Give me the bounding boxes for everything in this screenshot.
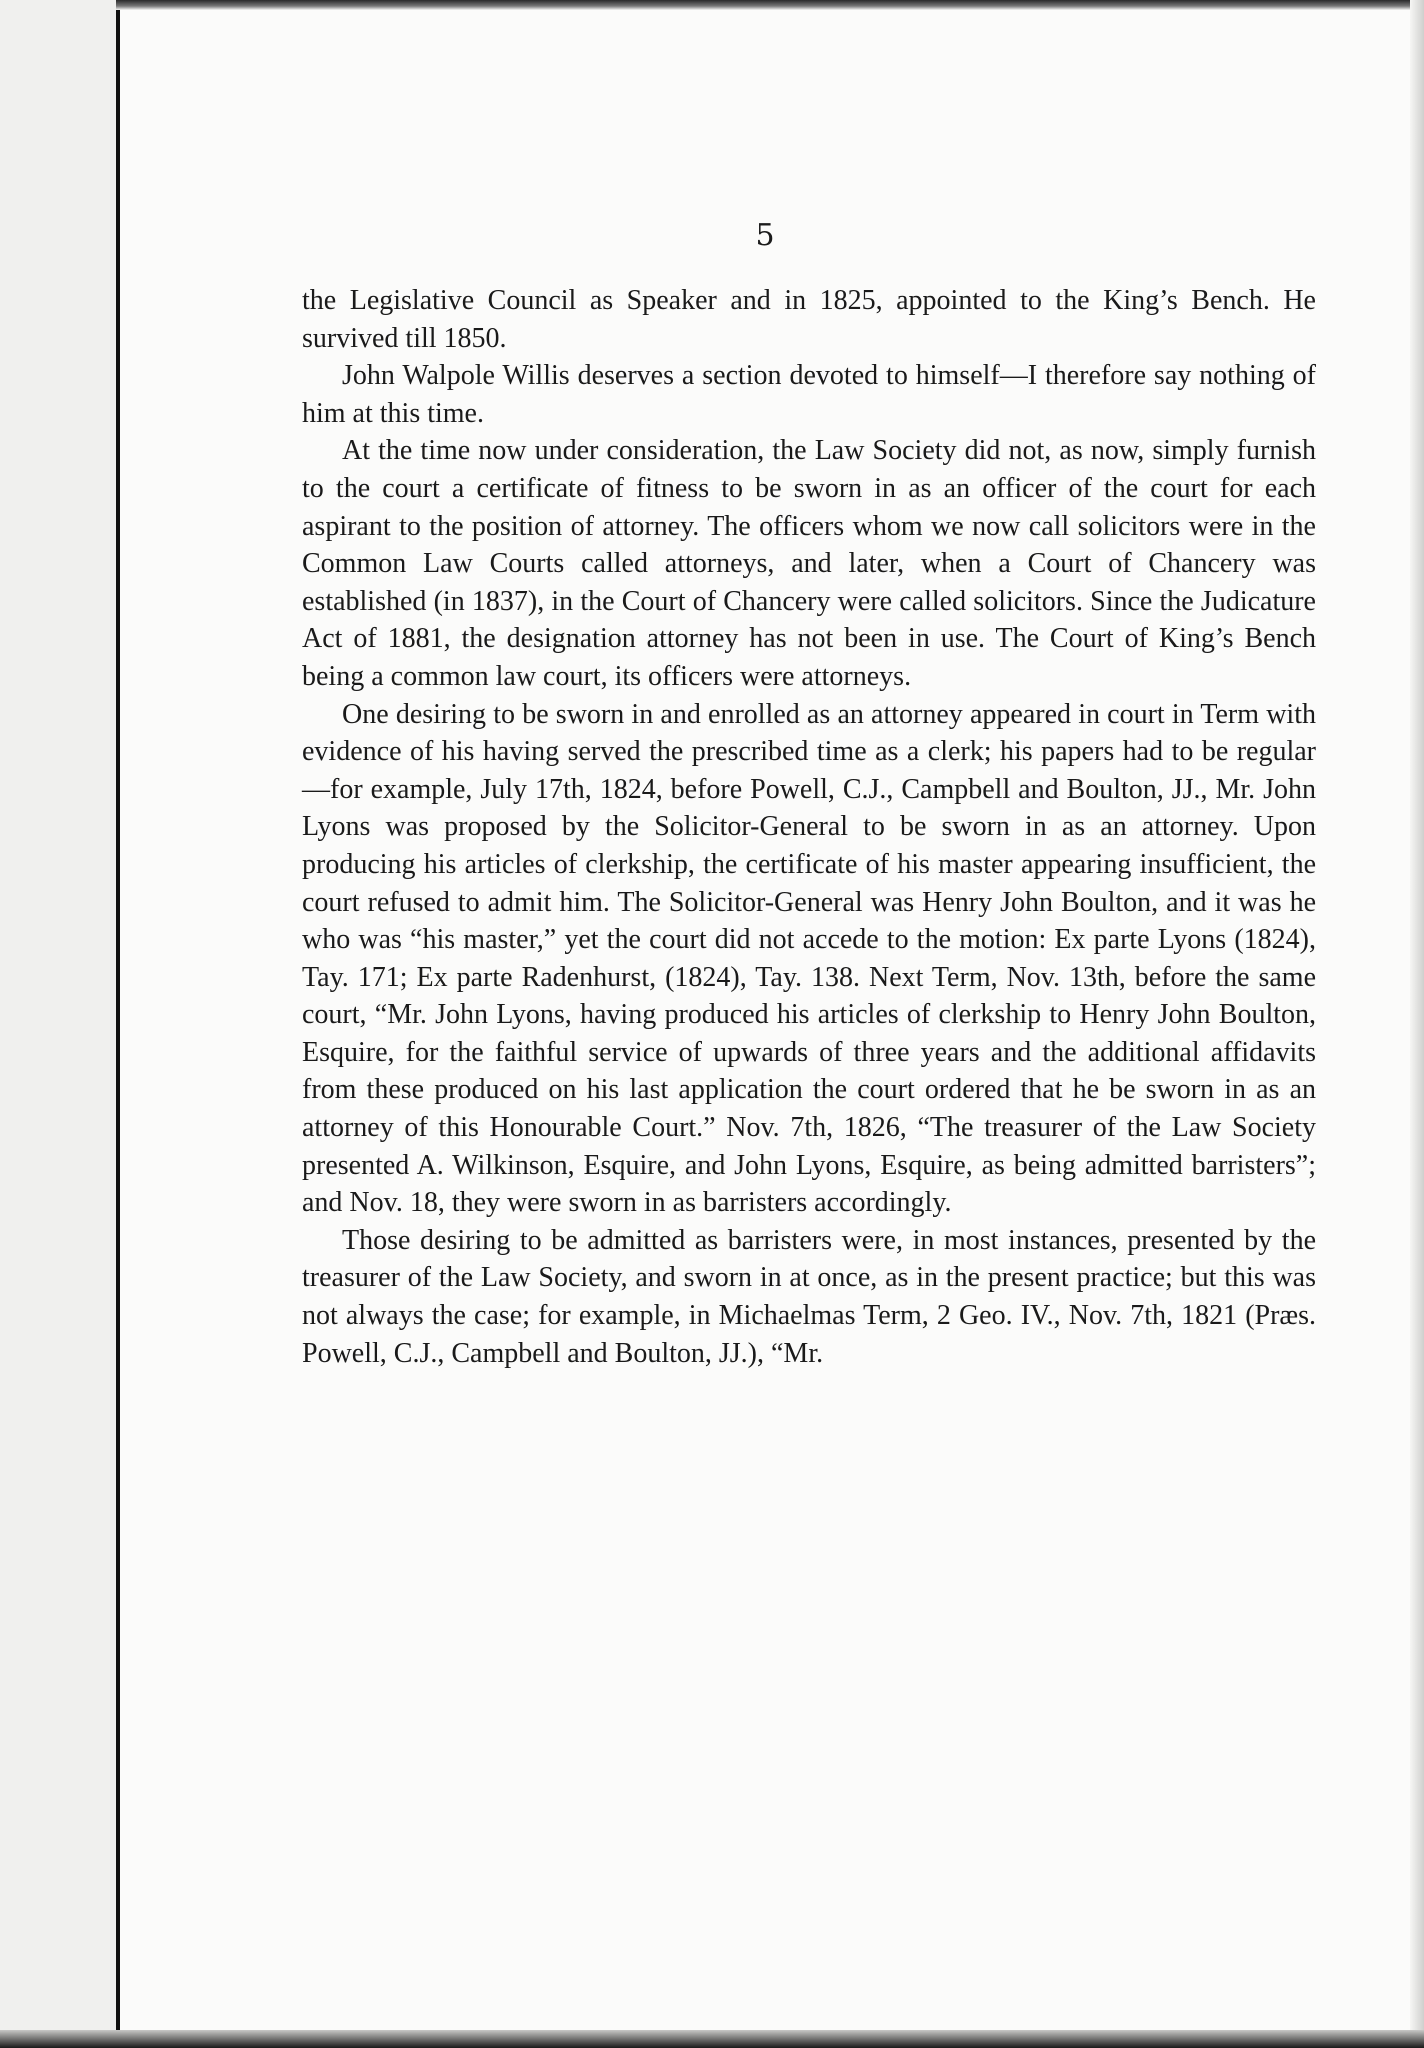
paragraph-law-society: At the time now under consideration, the Law Society did not, as now, simply furnish to the court a certificate of fitness to be sworn in as an officer of the court for each aspirant to the position of attorney. The officers whom we now call solicitors were in the Common Law Courts called attorneys, and later, when a Court of Chancery was established (in 1837), in the Court of Chancery were called solicitors. Since the Judicature Act of 1881, the designation attorney has not been in use. The Court of King’s Bench being a common law court, its officers were attorneys. [302,435,1316,692]
body-text [302,282,1316,1372]
right-scan-edge [1410,0,1424,2048]
facing-page-margin [0,0,116,2048]
paragraph-attorney-admission: One desiring to be sworn in and enrolled as an attorney appeared in court in Term with evidence of his having served the prescribed time as a clerk; his papers had to be regular—for example, July 17th, 1824, before Powell, C.J., Campbell and Boulton, JJ., Mr. John Lyons was proposed by the Solicitor-General to be sworn in as an attorney. Upon producing his articles of clerkship, the certificate of his master appearing insufficient, the court refused to admit him. The Solicitor-General was Henry John Boulton, and it was he who was “his master,” yet the court did not accede to the motion: Ex parte Lyons (1824), Tay. 171; Ex parte Radenhurst, (1824), Tay. 138. Next Term, Nov. 13th, before the same court, “Mr. John Lyons, having produced his articles of clerkship to Henry John Boulton, Esquire, for the faithful service of upwards of three years and the additional affidavits from these produced on his last application the court ordered that he be sworn in as an attorney of this Honourable Court.” Nov. 7th, 1826, “The treasurer of the Law Society presented A. Wilkinson, Esquire, and John Lyons, Esquire, as being admitted barristers”; and Nov. 18, they were sworn in as barristers accordingly. [302,698,1316,1219]
book-page [120,10,1410,2030]
paragraph-barristers: Those desiring to be admitted as barristers were, in most instances, presented by the treasurer of the Law Society, and sworn in at once, as in the present practice; but this was not always the case; for example, in Michaelmas Term, 2 Geo. IV., Nov. 7th, 1821 (Præs. Powell, C.J., Campbell and Boulton, JJ.), “Mr. [302,1224,1316,1369]
page-number: 5 [755,218,775,253]
bottom-scan-edge [0,2030,1424,2048]
paragraph-continuation: the Legislative Council as Speaker and in 1825, appointed to the King’s Bench. He survived till 1850. [302,285,1316,354]
top-scan-edge [116,0,1424,10]
paragraph-willis: John Walpole Willis deserves a section devoted to himself—I therefore say nothing of him at this time. [302,360,1316,429]
